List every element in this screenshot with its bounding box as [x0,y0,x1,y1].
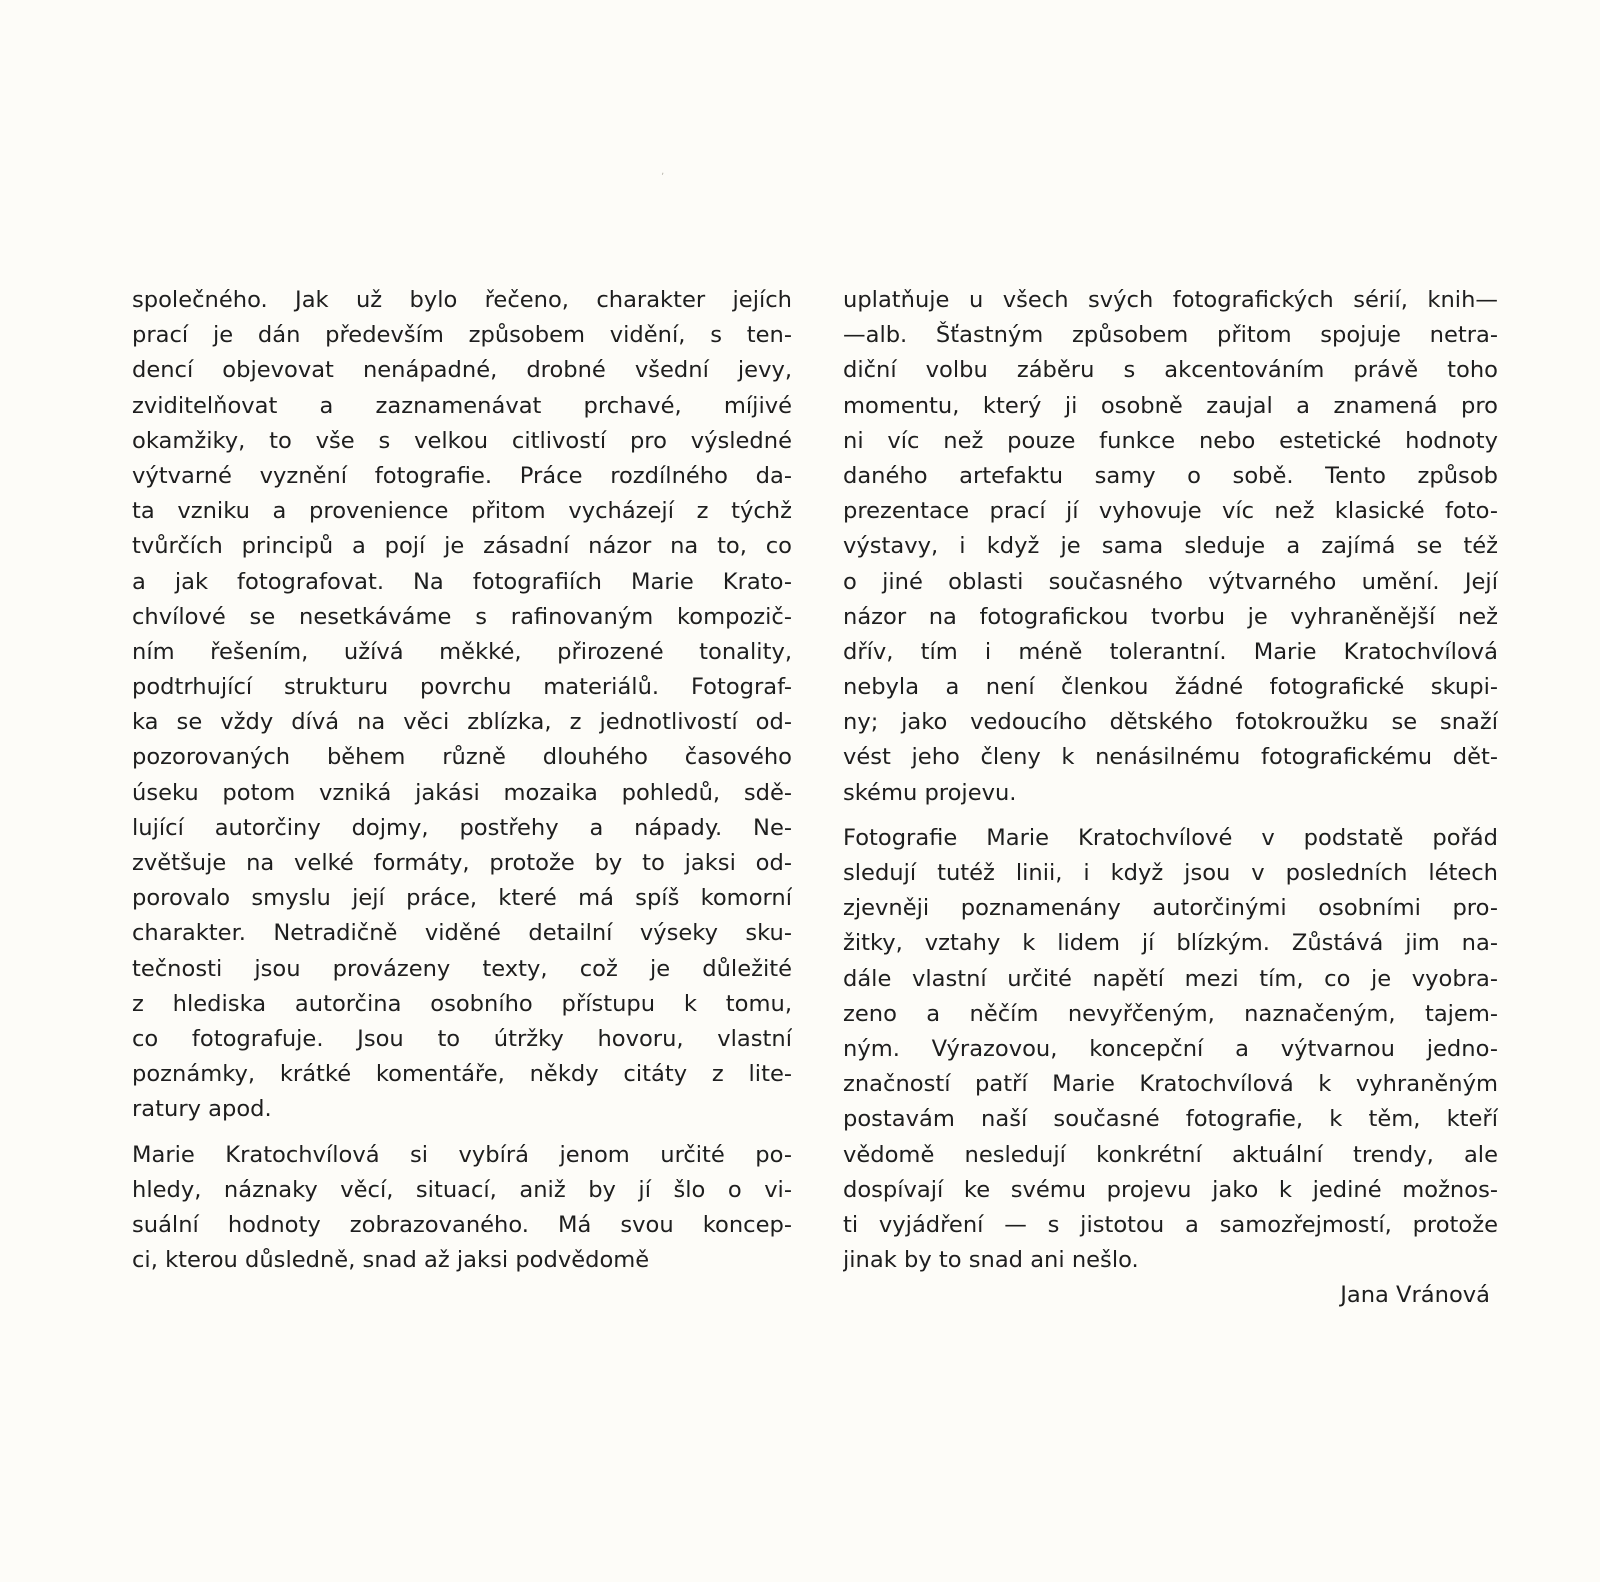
text-line: ni víc než pouze funkce nebo estetické hodnoty [843,427,1498,454]
text-line: zeno a něčím nevyřčeným, naznačeným, tajem- [843,1000,1498,1027]
text-line: ka se vždy dívá na věci zblízka, z jednotlivostí od- [132,709,792,736]
text-line: vědomě nesledují konkrétní aktuální trendy, ale [843,1141,1498,1168]
text-line: chvílové se nesetkáváme s rafinovaným kompozič- [132,603,792,630]
text-line: okamžiky, to vše s velkou citlivostí pro výsledné [132,427,792,454]
text-line: vést jeho členy k nenásilnému fotografickému dět- [843,744,1498,771]
text-line: skému projevu. [843,779,1017,806]
text-line: tvůrčích principů a pojí je zásadní názor na to, co [132,533,792,560]
text-line: jinak by to snad ani nešlo. [843,1247,1139,1274]
text-line: poznámky, krátké komentáře, někdy citáty z lite- [132,1061,792,1088]
paragraph [132,283,792,1128]
text-line: žitky, vztahy k lidem jí blízkým. Zůstává jim na- [843,930,1498,957]
text-line: z hlediska autorčina osobního přístupu k tomu, [132,990,792,1017]
text-line: Marie Kratochvílová si vybírá jenom určité po- [132,1141,792,1168]
text-line: porovalo smyslu její práce, které má spíš komorní [132,885,792,912]
text-line: postavám naší současné fotografie, k těm, kteří [843,1106,1498,1133]
text-line: o jiné oblasti současného výtvarného umění. Její [843,568,1498,595]
text-line: podtrhující strukturu povrchu materiálů. Fotograf- [132,674,792,701]
text-line: hledy, náznaky věcí, situací, aniž by jí šlo o vi- [132,1176,792,1203]
text-line: názor na fotografickou tvorbu je vyhraněnější než [843,603,1498,630]
text-line: tečnosti jsou provázeny texty, což je důležité [132,955,792,982]
text-line: zviditelňovat a zaznamenávat prchavé, míjivé [132,392,792,419]
text-column-left [132,283,792,1278]
text-line: ti vyjádření — s jistotou a samozřejmostí, protože [843,1211,1498,1238]
text-line: dřív, tím i méně tolerantní. Marie Kratochvílová [843,638,1498,665]
text-line: pozorovaných během různě dlouhého časového [132,744,792,771]
paragraph-gap [132,1128,792,1138]
text-line: dospívají ke svému projevu jako k jediné možnos- [843,1176,1498,1203]
text-line: uplatňuje u všech svých fotografických sérií, knih— [843,287,1498,313]
text-line: sledují tutéž linii, i když jsou v posledních létech [843,860,1498,886]
paragraph [843,821,1498,1278]
text-line: ta vzniku a provenience přitom vycházejí z týchž [132,498,792,525]
paragraph [843,283,1498,811]
text-line: ním řešením, užívá měkké, přirozené tonality, [132,638,792,665]
paragraph [132,1138,792,1279]
text-line: ným. Výrazovou, koncepční a výtvarnou jedno- [843,1035,1498,1062]
text-line: charakter. Netradičně viděné detailní výseky sku- [132,920,792,947]
text-line: zvětšuje na velké formáty, protože by to jaksi od- [132,850,792,876]
print-speck: ʼ [661,172,665,183]
paragraph-gap [843,811,1498,821]
text-line: dencí objevovat nenápadné, drobné všední jevy, [132,357,792,384]
text-line: ny; jako vedoucího dětského fotokroužku se snaží [843,709,1498,736]
text-line: prezentace prací jí vyhovuje víc než klasické foto- [843,498,1498,525]
author-signature: Jana Vránová [1340,1282,1490,1309]
text-line: prací je dán především způsobem vidění, s ten- [132,322,792,349]
text-line: —alb. Šťastným způsobem přitom spojuje netra- [843,322,1498,349]
text-line: společného. Jak už bylo řečeno, charakter jejích [132,287,792,313]
text-line: nebyla a není členkou žádné fotografické skupi- [843,674,1498,701]
text-line: značností patří Marie Kratochvílová k vyhraněným [843,1071,1498,1098]
text-column-right [843,283,1498,1313]
text-line: dále vlastní určité napětí mezi tím, co je vyobra- [843,965,1498,992]
text-line: co fotografuje. Jsou to útržky hovoru, vlastní [132,1025,792,1052]
text-line: momentu, který ji osobně zaujal a znamená pro [843,392,1498,419]
text-line: lující autorčiny dojmy, postřehy a nápady. Ne- [132,814,792,841]
text-line: daného artefaktu samy o sobě. Tento způsob [843,462,1498,489]
text-line: ci, kterou důsledně, snad až jaksi podvědomě [132,1247,650,1274]
text-line: úseku potom vzniká jakási mozaika pohledů, sdě- [132,779,792,806]
text-line: zjevněji poznamenány autorčinými osobními pro- [843,895,1498,922]
text-line: výstavy, i když je sama sleduje a zajímá se též [843,533,1498,560]
text-line: a jak fotografovat. Na fotografiích Marie Krato- [132,568,792,595]
text-line: ratury apod. [132,1096,272,1123]
text-line: výtvarné vyznění fotografie. Práce rozdílného da- [132,462,792,489]
text-line: Fotografie Marie Kratochvílové v podstatě pořád [843,824,1498,851]
text-line: suální hodnoty zobrazovaného. Má svou koncep- [132,1211,792,1238]
text-line: diční volbu záběru s akcentováním právě toho [843,357,1498,384]
